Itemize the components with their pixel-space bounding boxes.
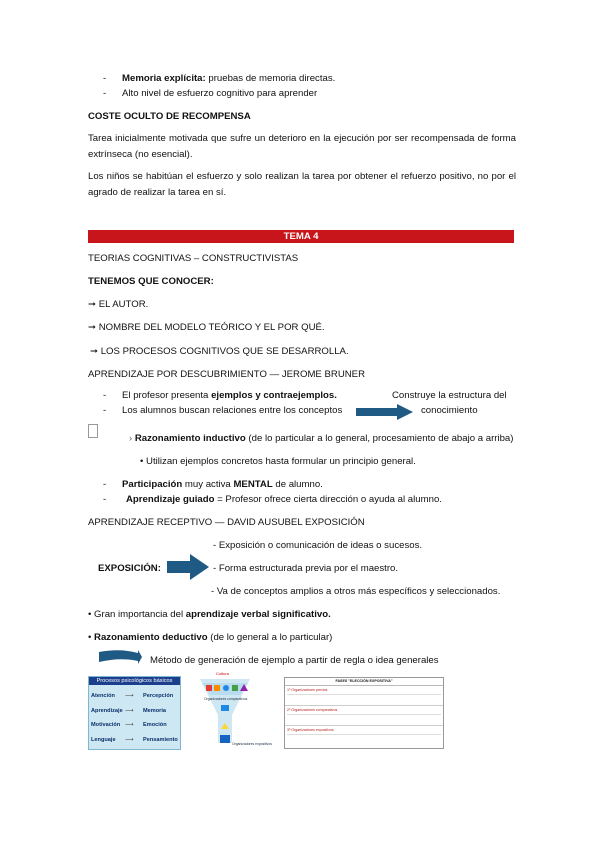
descubrimiento-heading: APRENDIZAJE POR DESCUBRIMIENTO — JEROME BRUNER xyxy=(88,369,366,380)
exposicion-item-1: - Exposición o comunicación de ideas o sucesos. xyxy=(213,540,423,551)
descub-item-1: El profesor presenta ejemplos y contraejemplos. xyxy=(122,390,337,401)
construye-line-1: Construye la estructura del xyxy=(392,390,507,401)
dash-bullet: - xyxy=(103,479,107,490)
fases-row-1 xyxy=(285,686,443,706)
procesos-right-4: Pensamiento xyxy=(143,736,178,743)
utilizan-item: • Utilizan ejemplos concretos hasta formular un principio general. xyxy=(140,456,416,467)
funnel-top-label: Cultura xyxy=(216,671,229,676)
coste-paragraph-1: Tarea inicialmente motivada que sufre un deterioro en la ejecución por ser recompensada de forma extrínseca (no esencial). xyxy=(88,133,516,160)
broken-image-icon xyxy=(88,424,98,438)
bullet-icon: • xyxy=(140,456,144,467)
chevron-right-icon: › xyxy=(129,433,133,444)
right-arrow-icon: ➞ xyxy=(88,299,97,310)
dash-bullet: - xyxy=(103,494,107,505)
coste-paragraph-2: Los niños se habitúan el esfuerzo y solo realizan la tarea por obtener el refuerzo positivo, no por el agrado de realizar la tarea en sí. xyxy=(88,171,516,198)
right-arrow-icon: ➞ xyxy=(90,346,99,357)
fases-row-3 xyxy=(285,726,443,746)
tenemos-heading: TENEMOS QUE CONOCER: xyxy=(88,276,214,287)
receptivo-heading: APRENDIZAJE RECEPTIVO — DAVID AUSUBEL EXPOSICIÓN xyxy=(88,517,365,528)
bullet-icon: • xyxy=(88,632,92,643)
conocer-item-1: ➞ EL AUTOR. xyxy=(88,299,149,310)
right-arrow-icon: ➞ xyxy=(88,322,97,333)
top-list-item-1: Memoria explícita: pruebas de memoria directas. xyxy=(122,73,336,84)
dash-bullet: - xyxy=(103,405,107,416)
bullet-icon: • xyxy=(88,609,92,620)
top-list-item-2: Alto nivel de esfuerzo cognitivo para aprender xyxy=(122,88,318,99)
fases-table-image xyxy=(284,677,444,749)
exposicion-item-2: - Forma estructurada previa por el maestro. xyxy=(213,563,399,574)
procesos-left-3: Motivación xyxy=(91,722,121,728)
arrow-icon: ⟶ xyxy=(125,707,134,714)
procesos-right-1: Percepción xyxy=(143,693,174,699)
metodo-text: Método de generación de ejemplo a partir de regla o idea generales xyxy=(150,655,439,666)
guiado-item: Aprendizaje guiado = Profesor ofrece cierta dirección o ayuda al alumno. xyxy=(126,494,442,505)
fases-row-2 xyxy=(285,706,443,726)
procesos-right-2: Memoria xyxy=(143,707,167,714)
procesos-right-3: Emoción xyxy=(143,722,167,728)
curved-arrow-icon xyxy=(98,649,142,667)
right-arrow-icon xyxy=(166,554,210,580)
procesos-left-1: Atención xyxy=(91,693,115,699)
participacion-item: Participación muy activa MENTAL de alumno. xyxy=(122,479,323,490)
procesos-image xyxy=(88,676,181,750)
dash-bullet: - xyxy=(103,73,107,84)
fases-row-3-text: 3º Organizadores expositivos xyxy=(287,728,334,732)
funnel-bottom-label: Organizadores expositivos xyxy=(232,742,272,746)
right-arrow-icon xyxy=(355,404,415,420)
exposicion-label: EXPOSICIÓN: xyxy=(98,563,161,574)
procesos-title: Procesos psicológicos básicos xyxy=(89,677,180,685)
dash-bullet: - xyxy=(103,390,107,401)
construye-line-2: conocimiento xyxy=(421,405,478,416)
gran-importancia-item: • Gran importancia del aprendizaje verbal significativo. xyxy=(88,609,331,620)
funnel-illustration xyxy=(188,671,276,751)
conocer-item-3: ➞ LOS PROCESOS COGNITIVOS QUE SE DESARROLLA. xyxy=(90,346,349,357)
fases-title: FASES "ELECCIÓN EXPOSITIVA" xyxy=(285,678,443,686)
funnel-image xyxy=(188,671,276,751)
procesos-left-2: Aprendizaje xyxy=(91,707,123,714)
arrow-icon: ⟶ xyxy=(125,736,134,743)
teorias-heading: TEORIAS COGNITIVAS – CONSTRUCTIVISTAS xyxy=(88,253,299,264)
dash-bullet: - xyxy=(103,88,107,99)
procesos-left-4: Lenguaje xyxy=(91,736,116,743)
razonamiento-deductivo: • Razonamiento deductivo (de lo general a lo particular) xyxy=(88,632,333,643)
fases-row-2-text: 2º Organizadores comparativos xyxy=(287,708,338,712)
fases-row-1-text: 1º Organizadores previos xyxy=(287,688,328,692)
arrow-icon: ⟶ xyxy=(125,722,134,728)
exposicion-item-3: - Va de conceptos amplios a otros más específicos y seleccionados. xyxy=(211,586,501,597)
funnel-mid-label: Organizadores comparativos xyxy=(204,697,248,701)
tema-banner: TEMA 4 xyxy=(88,230,514,243)
arrow-icon: ⟶ xyxy=(125,693,134,699)
conocer-item-2: ➞ NOMBRE DEL MODELO TEÓRICO Y EL POR QUÉ. xyxy=(88,322,325,333)
descub-item-2: Los alumnos buscan relaciones entre los conceptos xyxy=(122,405,343,416)
razonamiento-inductivo: › Razonamiento inductivo (de lo particular a lo general, procesamiento de abajo a arriba) xyxy=(129,433,514,444)
coste-heading: COSTE OCULTO DE RECOMPENSA xyxy=(88,111,251,122)
